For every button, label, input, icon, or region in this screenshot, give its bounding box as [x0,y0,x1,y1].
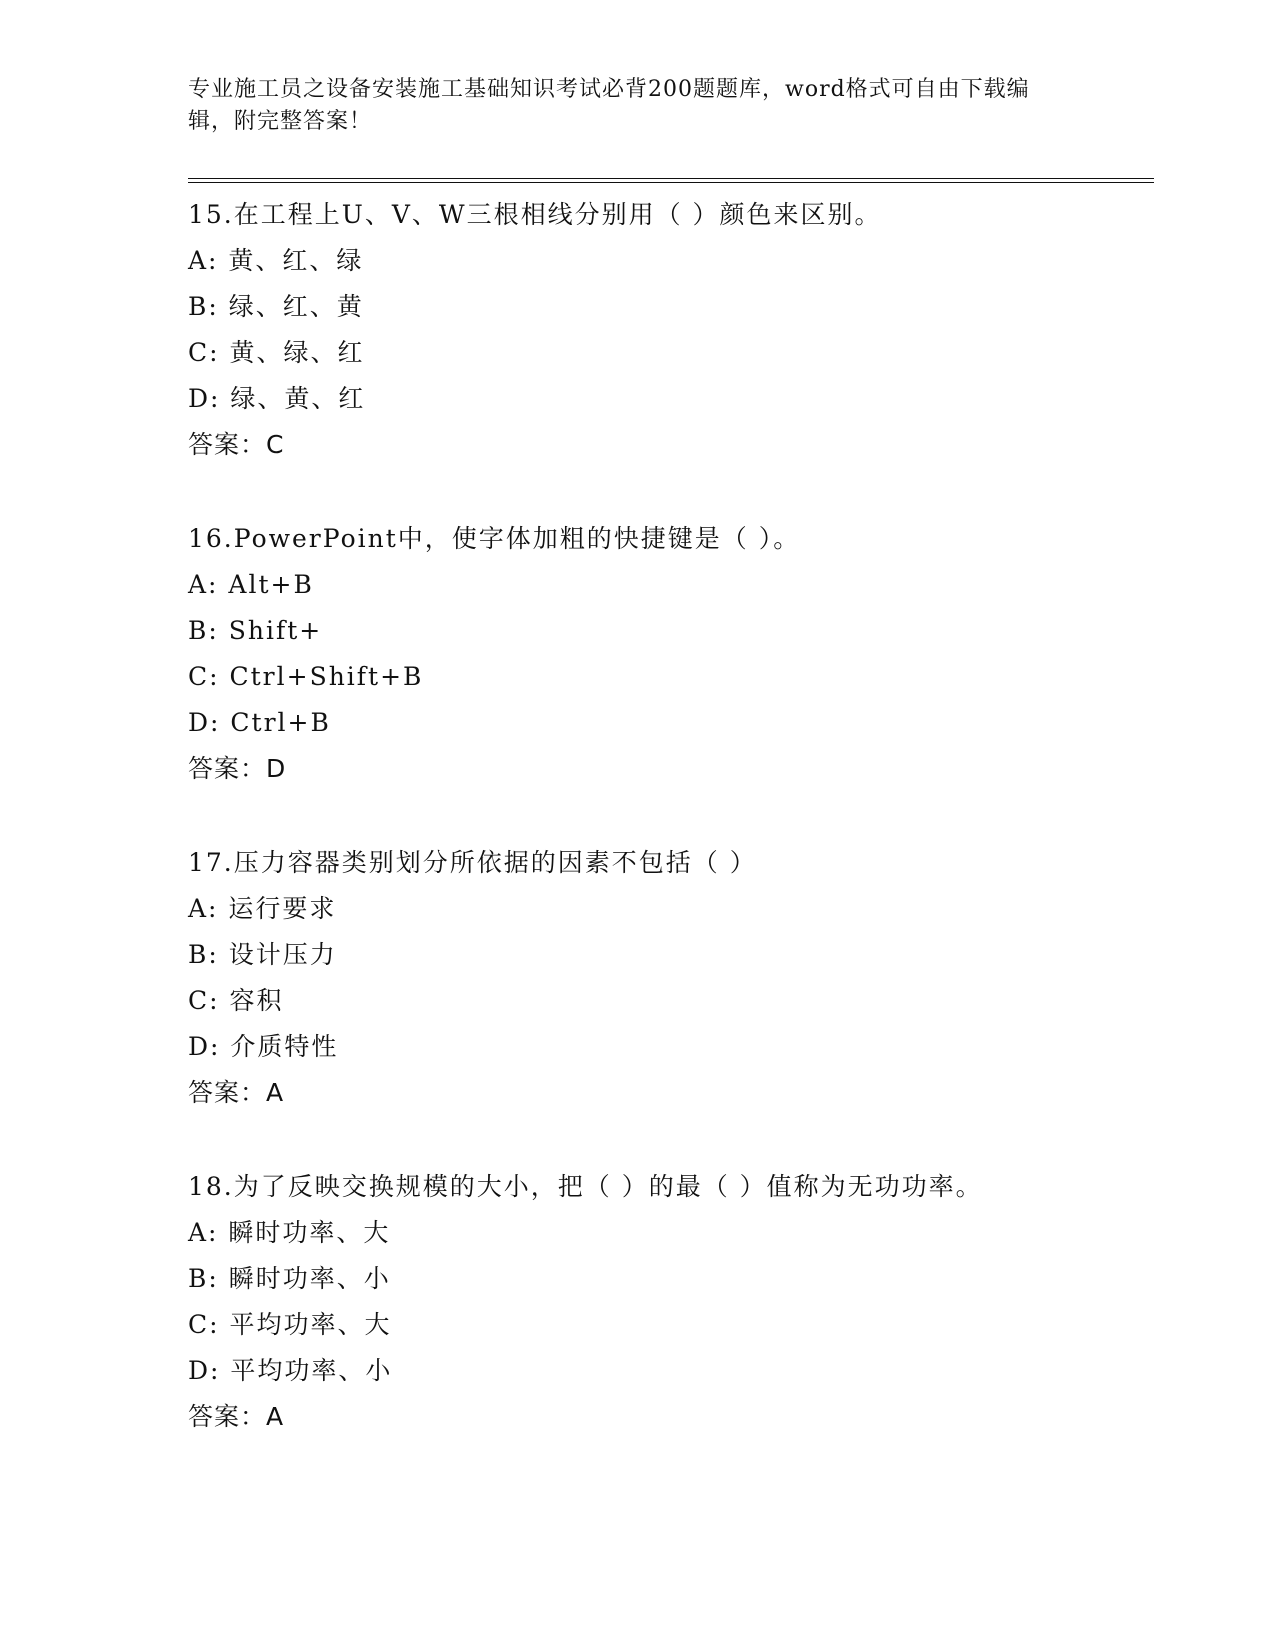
header-divider-bottom [188,182,1154,183]
question-list [188,192,1154,1488]
answer-line: 答案：C [188,430,285,459]
option-d: D: 介质特性 [188,1032,339,1061]
option-a: A: 黄、红、绿 [188,246,364,275]
option-d: D: 平均功率、小 [188,1356,393,1385]
answer-line: 答案：A [188,1402,285,1431]
question-stem: 16.PowerPoint中，使字体加粗的快捷键是（ ）。 [188,524,801,553]
question-18 [188,1164,1154,1440]
option-b: B: 设计压力 [188,940,337,969]
option-d: D: Ctrl+B [188,708,331,737]
option-c: C: Ctrl+Shift+B [188,662,424,691]
option-c: C: 容积 [188,986,284,1015]
option-a: A: 瞬时功率、大 [188,1218,391,1247]
question-17 [188,840,1154,1116]
question-16 [188,516,1154,792]
option-c: C: 黄、绿、红 [188,338,365,367]
option-a: A: 运行要求 [188,894,337,923]
option-d: D: 绿、黄、红 [188,384,366,413]
answer-line: 答案：A [188,1078,285,1107]
option-b: B: 绿、红、黄 [188,292,364,321]
question-stem: 18.为了反映交换规模的大小，把（ ）的最（ ）值称为无功功率。 [188,1172,983,1201]
option-b: B: Shift+ [188,616,323,645]
option-a: A: Alt+B [188,570,314,599]
option-b: B: 瞬时功率、小 [188,1264,391,1293]
question-stem: 15.在工程上U、V、W三根相线分别用（ ）颜色来区别。 [188,200,882,229]
question-15 [188,192,1154,468]
answer-line: 答案：D [188,754,287,783]
question-stem: 17.压力容器类别划分所依据的因素不包括（ ） [188,848,757,877]
header-divider-top [188,178,1154,179]
document-header: 专业施工员之设备安装施工基础知识考试必背200题题库，word格式可自由下载编辑，附完整答案！ [188,77,1030,134]
option-c: C: 平均功率、大 [188,1310,392,1339]
